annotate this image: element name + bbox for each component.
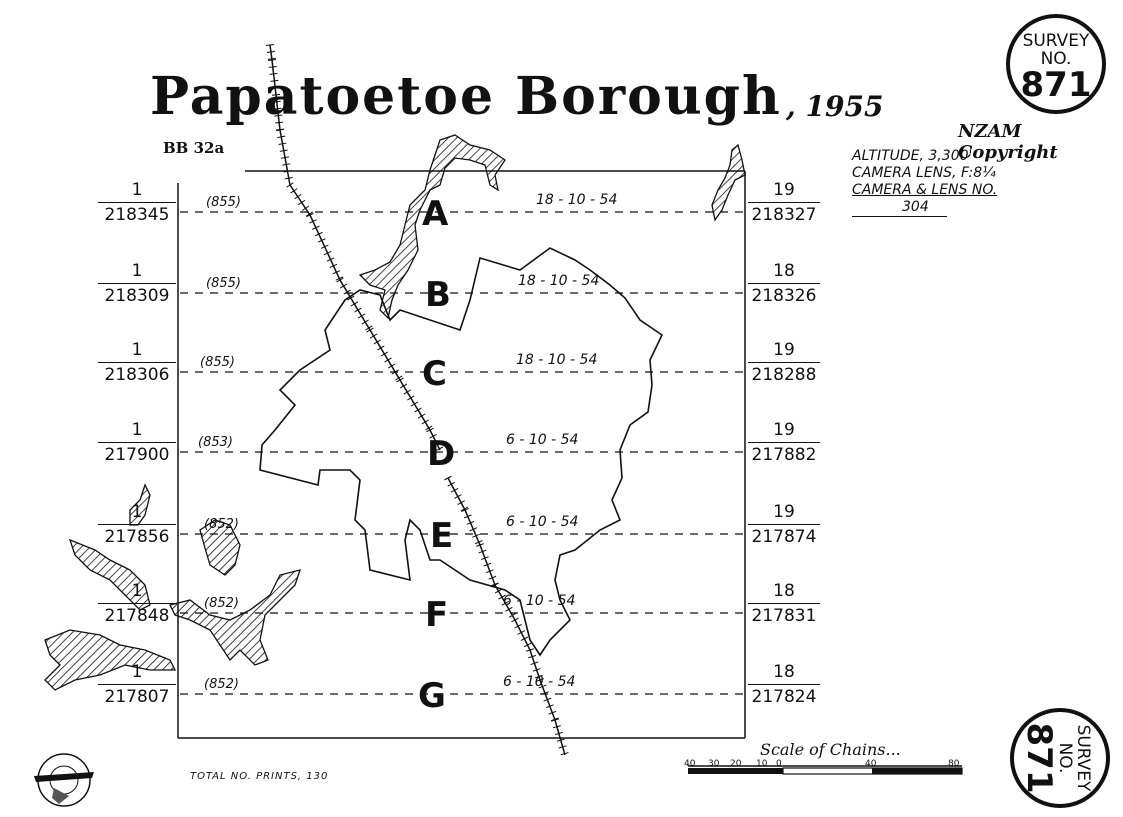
flight-date: 6 - 10 - 54 bbox=[506, 432, 579, 448]
left-frame-label bbox=[98, 662, 176, 707]
survey-label: SURVEY bbox=[1022, 31, 1090, 51]
right-run-number: 19 bbox=[748, 180, 820, 203]
right-frame-label bbox=[748, 662, 820, 707]
railway-line bbox=[266, 44, 568, 755]
camera-info bbox=[852, 148, 997, 217]
right-frame-number: 218288 bbox=[751, 365, 817, 385]
right-frame-number: 217874 bbox=[751, 527, 817, 547]
right-frame-label bbox=[748, 340, 820, 385]
scale-tick-label: 0 bbox=[776, 759, 782, 769]
right-run-number: 19 bbox=[748, 420, 820, 443]
right-frame-number: 217824 bbox=[751, 687, 817, 707]
scale-tick-label: 30 bbox=[708, 759, 720, 769]
lens-no-label: CAMERA & LENS NO. bbox=[852, 182, 998, 198]
run-letter: A bbox=[422, 194, 449, 234]
survey-no-label: NO. bbox=[1055, 742, 1075, 774]
left-frame-label bbox=[98, 261, 176, 306]
left-frame-number: 217807 bbox=[104, 687, 170, 707]
right-frame-number: 218326 bbox=[751, 286, 817, 306]
survey-label: SURVEY bbox=[1073, 724, 1093, 792]
right-run-number: 18 bbox=[748, 662, 820, 685]
left-run-number: 1 bbox=[98, 502, 176, 525]
right-frame-label bbox=[748, 261, 820, 306]
flight-date: 6 - 10 - 54 bbox=[506, 514, 579, 530]
survey-no-label: NO. bbox=[1040, 49, 1072, 69]
flight-date: 18 - 10 - 54 bbox=[516, 352, 598, 368]
right-frame-number: 217831 bbox=[751, 606, 817, 626]
right-frame-label bbox=[748, 420, 820, 465]
left-frame-label bbox=[98, 581, 176, 626]
left-run-number: 1 bbox=[98, 581, 176, 604]
reference-number: (855) bbox=[200, 355, 235, 370]
left-frame-number: 217900 bbox=[104, 445, 170, 465]
survey-number: 871 bbox=[1020, 65, 1092, 105]
flight-runs bbox=[180, 212, 745, 694]
scale-tick-label: 40 bbox=[684, 759, 696, 769]
run-letter: B bbox=[425, 275, 451, 315]
left-run-number: 1 bbox=[98, 340, 176, 363]
left-run-number: 1 bbox=[98, 662, 176, 685]
lens-no-value: 304 bbox=[852, 199, 947, 217]
total-prints: TOTAL NO. PRINTS, 130 bbox=[190, 771, 329, 782]
reference-number: (855) bbox=[206, 276, 241, 291]
scale-tick-label: 80 bbox=[948, 759, 960, 769]
run-letter: G bbox=[418, 676, 446, 716]
survey-number: 871 bbox=[1019, 722, 1059, 794]
left-frame-number: 218309 bbox=[104, 286, 170, 306]
camera-lens-text: CAMERA LENS, F:8¼ bbox=[852, 165, 996, 181]
altitude-text: ALTITUDE, 3,300' bbox=[852, 148, 973, 164]
survey-badge-bottom bbox=[1010, 708, 1110, 808]
right-frame-label bbox=[748, 581, 820, 626]
right-frame-number: 218327 bbox=[751, 205, 817, 225]
survey-badge-top bbox=[1006, 14, 1106, 114]
left-frame-label bbox=[98, 180, 176, 225]
reference-number: (855) bbox=[206, 195, 241, 210]
right-run-number: 19 bbox=[748, 340, 820, 363]
stream-northeast bbox=[712, 145, 745, 220]
flight-date: 6 - 10 - 54 bbox=[503, 593, 576, 609]
scale-tick-label: 10 bbox=[756, 759, 768, 769]
left-run-number: 1 bbox=[98, 180, 176, 203]
reference-number: (852) bbox=[204, 677, 239, 692]
copyright-notice: NZAM Copyright bbox=[958, 121, 1058, 163]
left-frame-label bbox=[98, 420, 176, 465]
scale-title: Scale of Chains... bbox=[760, 740, 901, 759]
left-frame-label bbox=[98, 502, 176, 547]
right-run-number: 19 bbox=[748, 502, 820, 525]
map-year: , 1955 bbox=[786, 90, 884, 123]
stream-southwest bbox=[170, 570, 300, 665]
left-frame-number: 217856 bbox=[104, 527, 170, 547]
left-frame-number: 217848 bbox=[104, 606, 170, 626]
left-frame-number: 218345 bbox=[104, 205, 170, 225]
nz-aerial-mapping-logo bbox=[14, 738, 114, 810]
run-letter: C bbox=[422, 354, 447, 394]
right-frame-label bbox=[748, 180, 820, 225]
right-frame-label bbox=[748, 502, 820, 547]
flight-date: 18 - 10 - 54 bbox=[518, 273, 600, 289]
run-letter: F bbox=[425, 595, 449, 635]
flight-date: 18 - 10 - 54 bbox=[536, 192, 618, 208]
right-run-number: 18 bbox=[748, 261, 820, 284]
reference-number: (853) bbox=[198, 435, 233, 450]
run-letter: D bbox=[427, 434, 456, 474]
right-run-number: 18 bbox=[748, 581, 820, 604]
map-title: Papatoetoe Borough bbox=[150, 66, 782, 127]
left-run-number: 1 bbox=[98, 420, 176, 443]
left-frame-label bbox=[98, 340, 176, 385]
left-frame-number: 218306 bbox=[104, 365, 170, 385]
left-run-number: 1 bbox=[98, 261, 176, 284]
right-frame-number: 217882 bbox=[751, 445, 817, 465]
run-letter: E bbox=[430, 516, 454, 556]
sheet-code: BB 32a bbox=[163, 139, 225, 157]
flight-date: 6 - 10 - 54 bbox=[503, 674, 576, 690]
scale-tick-label: 40 bbox=[865, 759, 877, 769]
reference-number: (852) bbox=[204, 596, 239, 611]
reference-number: (852) bbox=[204, 517, 239, 532]
scale-tick-label: 20 bbox=[730, 759, 742, 769]
